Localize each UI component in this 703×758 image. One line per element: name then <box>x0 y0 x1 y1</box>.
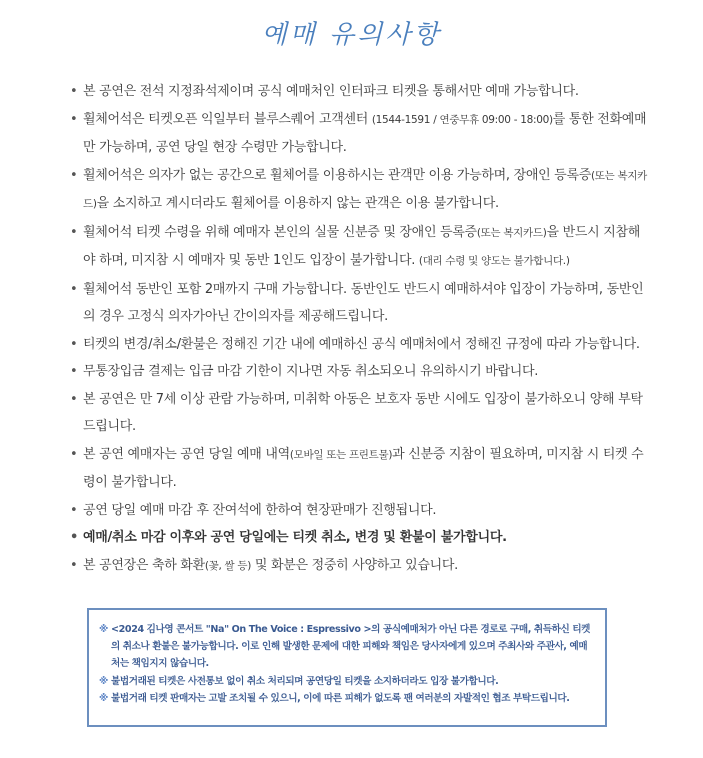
notice-item <box>70 331 650 359</box>
notice-note-text: (또는 복지카드) <box>83 169 648 210</box>
reference-mark-icon: ※ <box>99 675 108 687</box>
notice-text: 휠체어석 티켓 수령을 위해 예매자 본인의 실물 신분증 및 장애인 등록증 <box>83 224 477 240</box>
info-box <box>87 608 607 727</box>
notice-text: 과 신분증 지참이 필요하며, 미지참 시 티켓 수령이 불가합니다. <box>83 446 644 490</box>
info-item-text: <2024 김나영 콘서트 "Na" On The Voice : Espressivo >의 공식예매처가 아닌 다른 경로로 구매, 취득하신 티켓의 취소나 환불은 불가능합니다. 이로 인해 발생한 문제에 대한 피해와 책임은 당사자에게 있으며 주최사와 주관사, 예매처는 책임지지 않습니다. <box>111 624 591 670</box>
notice-text: 공연 당일 예매 마감 후 잔여석에 한하여 현장판매가 진행됩니다. <box>83 502 437 518</box>
bullet-dot-icon: • <box>70 557 78 573</box>
info-item <box>99 673 591 690</box>
notice-item <box>70 552 650 581</box>
notice-text: 본 공연은 전석 지정좌석제이며 공식 예매처인 인터파크 티켓을 통해서만 예매 가능합니다. <box>83 84 579 99</box>
bullet-dot-icon: • <box>70 111 78 127</box>
notice-item <box>70 524 650 552</box>
info-item-text: 불법거래 티켓 판매자는 고발 조치될 수 있으니, 이에 따른 피해가 없도록 팬 여러분의 자발적인 협조 부탁드립니다. <box>111 692 570 704</box>
page-title: 예매 유의사항 <box>261 20 442 50</box>
notice-text: 휠체어석은 티켓오픈 익일부터 블루스퀘어 고객센터 <box>83 111 372 127</box>
bullet-dot-icon: • <box>70 530 79 545</box>
bullet-dot-icon: • <box>70 84 78 99</box>
notice-item <box>70 358 650 386</box>
notice-item <box>70 497 650 525</box>
notice-text: 본 공연은 만 7세 이상 관람 가능하며, 미취학 아동은 보호자 동반 시에도 입장이 불가하오니 양해 부탁드립니다. <box>83 391 643 434</box>
bullet-dot-icon: • <box>70 446 78 462</box>
notice-note-text: (또는 복지카드) <box>476 226 547 239</box>
notice-text: 및 화분은 정중히 사양하고 있습니다. <box>251 557 458 573</box>
notice-text: 을 소지하고 계시더라도 휠체어를 이용하지 않는 관객은 이용 불가합니다. <box>96 196 499 211</box>
notice-note-text: (1544-1591 / 연중무휴 09:00 - 18:00) <box>371 113 553 126</box>
notice-note-text: (대리 수령 및 양도는 불가합니다.) <box>418 255 570 267</box>
info-item <box>99 690 591 707</box>
notice-list <box>70 78 650 580</box>
notice-text: 을 반드시 지참해야 하며, 미지참 시 예매자 및 동반 1인도 입장이 불가합니다. <box>83 224 640 268</box>
bullet-dot-icon: • <box>70 502 78 518</box>
notice-item <box>70 78 650 106</box>
notice-text: 본 공연 예매자는 공연 당일 예매 내역 <box>83 446 290 462</box>
bullet-dot-icon: • <box>70 391 78 407</box>
bullet-dot-icon: • <box>70 281 78 297</box>
reference-mark-icon: ※ <box>99 692 108 704</box>
notice-text: 예매/취소 마감 이후와 공연 당일에는 티켓 취소, 변경 및 환불이 불가합니다. <box>83 530 507 545</box>
info-item <box>99 621 591 673</box>
notice-text: 무통장입금 결제는 입금 마감 기한이 지나면 자동 취소되오니 유의하시기 바랍니다. <box>83 364 539 379</box>
info-item-text: 불법거래된 티켓은 사전통보 없이 취소 처리되며 공연당일 티켓을 소지하더라도 입장 불가합니다. <box>111 675 499 687</box>
notice-text: 본 공연장은 축하 화환 <box>83 557 205 573</box>
notice-item <box>70 106 650 162</box>
notice-item <box>70 386 650 441</box>
notice-item <box>70 276 650 331</box>
bullet-dot-icon: • <box>70 224 78 240</box>
reference-mark-icon: ※ <box>99 624 108 635</box>
notice-text: 를 통한 전화예매만 가능하며, 공연 당일 현장 수령만 가능합니다. <box>83 111 647 155</box>
notice-text: 티켓의 변경/취소/환불은 정해진 기간 내에 예매하신 공식 예매처에서 정해진 규정에 따라 가능합니다. <box>83 336 640 352</box>
notice-text: 휠체어석은 의자가 없는 공간으로 휠체어를 이용하시는 관객만 이용 가능하며, 장애인 등록증 <box>83 167 591 183</box>
notice-item <box>70 441 650 497</box>
notice-note-text: (꽃, 쌀 등) <box>204 559 252 572</box>
notice-note-text: (모바일 또는 프린트물) <box>289 448 393 461</box>
bullet-dot-icon: • <box>70 336 78 352</box>
notice-text: 휠체어석 동반인 포함 2매까지 구매 가능합니다. 동반인도 반드시 예매하셔야 입장이 가능하며, 동반인의 경우 고정식 의자가아닌 간이의자를 제공해드립니다. <box>83 281 644 324</box>
bullet-dot-icon: • <box>70 167 78 183</box>
bullet-dot-icon: • <box>70 364 78 379</box>
notice-item <box>70 219 650 276</box>
notice-item <box>70 162 650 219</box>
